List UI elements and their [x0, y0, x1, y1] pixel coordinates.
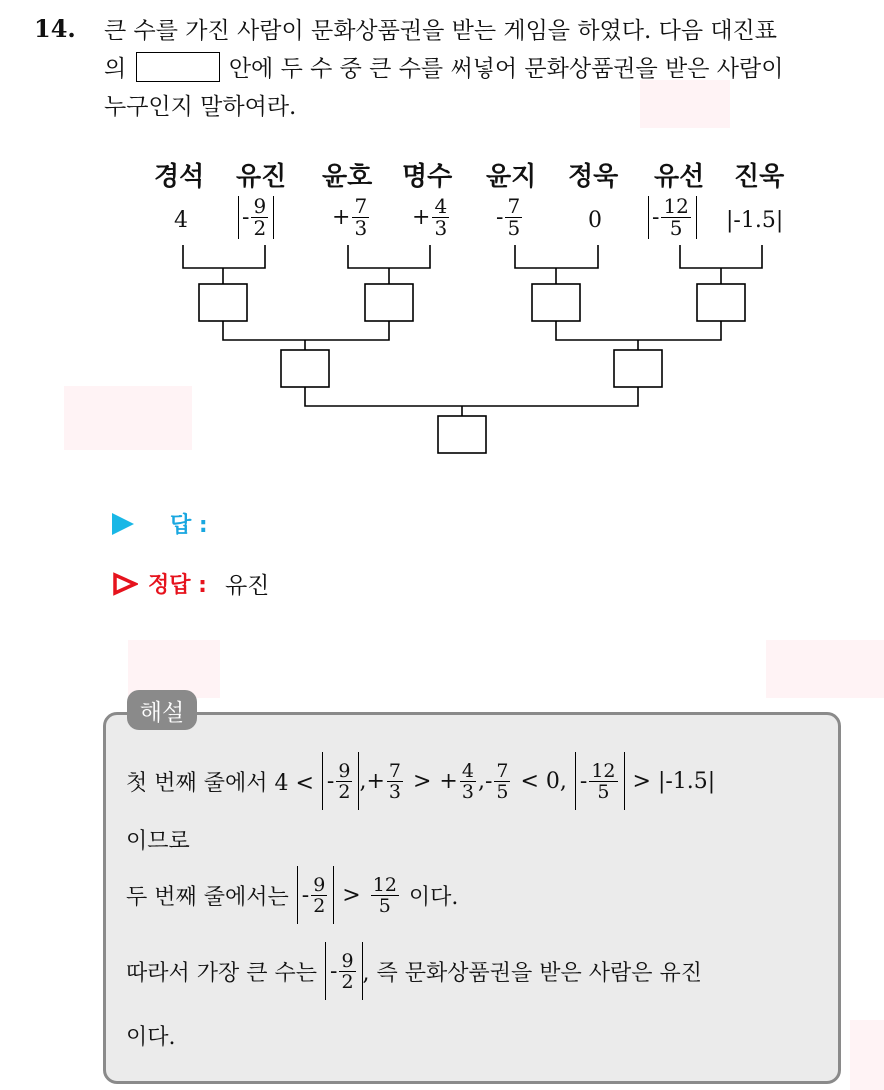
question-line-2-start: 의	[104, 56, 127, 82]
outline-triangle-icon	[112, 572, 138, 596]
play-triangle-icon	[112, 513, 134, 535]
player-value: - $\frac{9}{2}$	[238, 196, 274, 239]
explanation-line-2: 이므로	[126, 829, 190, 854]
answer-row	[112, 508, 208, 539]
correct-answer-value: 유진	[224, 573, 270, 599]
player-name: 유선	[654, 162, 705, 192]
background-patch	[766, 640, 884, 698]
player-name: 정욱	[568, 162, 619, 192]
answer-label: 답 :	[170, 513, 208, 538]
question-line-3: 누구인지 말하여라.	[104, 94, 297, 120]
explanation-line-1: 첫 번째 줄에서 4 < - $\frac{9}{2}$ , + $\frac{7}{3}$ > + $\frac{4}{3}$ , - $\frac{7}{5}$ < 0, - $\frac{12}{5}$ > |-1.5|	[126, 752, 715, 810]
background-patch	[850, 1020, 884, 1090]
player-value: + $\frac{4}{3}$	[412, 194, 448, 240]
bracket-box	[281, 350, 329, 387]
player-value: - $\frac{12}{5}$	[648, 196, 697, 239]
player-value: |-1.5|	[726, 208, 784, 233]
player-value: 0	[588, 208, 602, 233]
player-value: - $\frac{7}{5}$	[496, 194, 521, 240]
explanation-line-5: 이다.	[126, 1025, 176, 1050]
tournament-bracket	[0, 0, 884, 470]
explanation-tab: 해설	[127, 690, 197, 730]
player-value: + $\frac{7}{3}$	[332, 194, 368, 240]
player-value: 4	[174, 208, 188, 233]
player-name: 명수	[402, 162, 453, 192]
bracket-box	[365, 284, 413, 321]
question-line-2-end: 안에 두 수 중 큰 수를 써넣어 문화상품권을 받은 사람이	[228, 56, 784, 82]
player-name: 유진	[236, 162, 287, 192]
player-name: 윤호	[322, 162, 373, 192]
bracket-box	[438, 416, 486, 453]
explanation-line-4: 따라서 가장 큰 수는 - $\frac{9}{2}$ , 즉 문화상품권을 받은 사람은 유진	[126, 942, 702, 1000]
player-name: 윤지	[486, 162, 537, 192]
bracket-box	[697, 284, 745, 321]
bracket-box	[532, 284, 580, 321]
correct-answer-label: 정답 :	[148, 573, 207, 598]
bracket-box	[199, 284, 247, 321]
player-name: 진욱	[734, 162, 785, 192]
player-name: 경석	[154, 162, 205, 192]
bracket-box	[614, 350, 662, 387]
explanation-line-3: 두 번째 줄에서는 - $\frac{9}{2}$ > $\frac{12}{5}$ 이다.	[126, 866, 458, 924]
correct-answer-row	[112, 567, 269, 600]
question-line-1: 큰 수를 가진 사람이 문화상품권을 받는 게임을 하였다. 다음 대진표	[104, 18, 777, 44]
question-number: 14.	[34, 14, 76, 43]
